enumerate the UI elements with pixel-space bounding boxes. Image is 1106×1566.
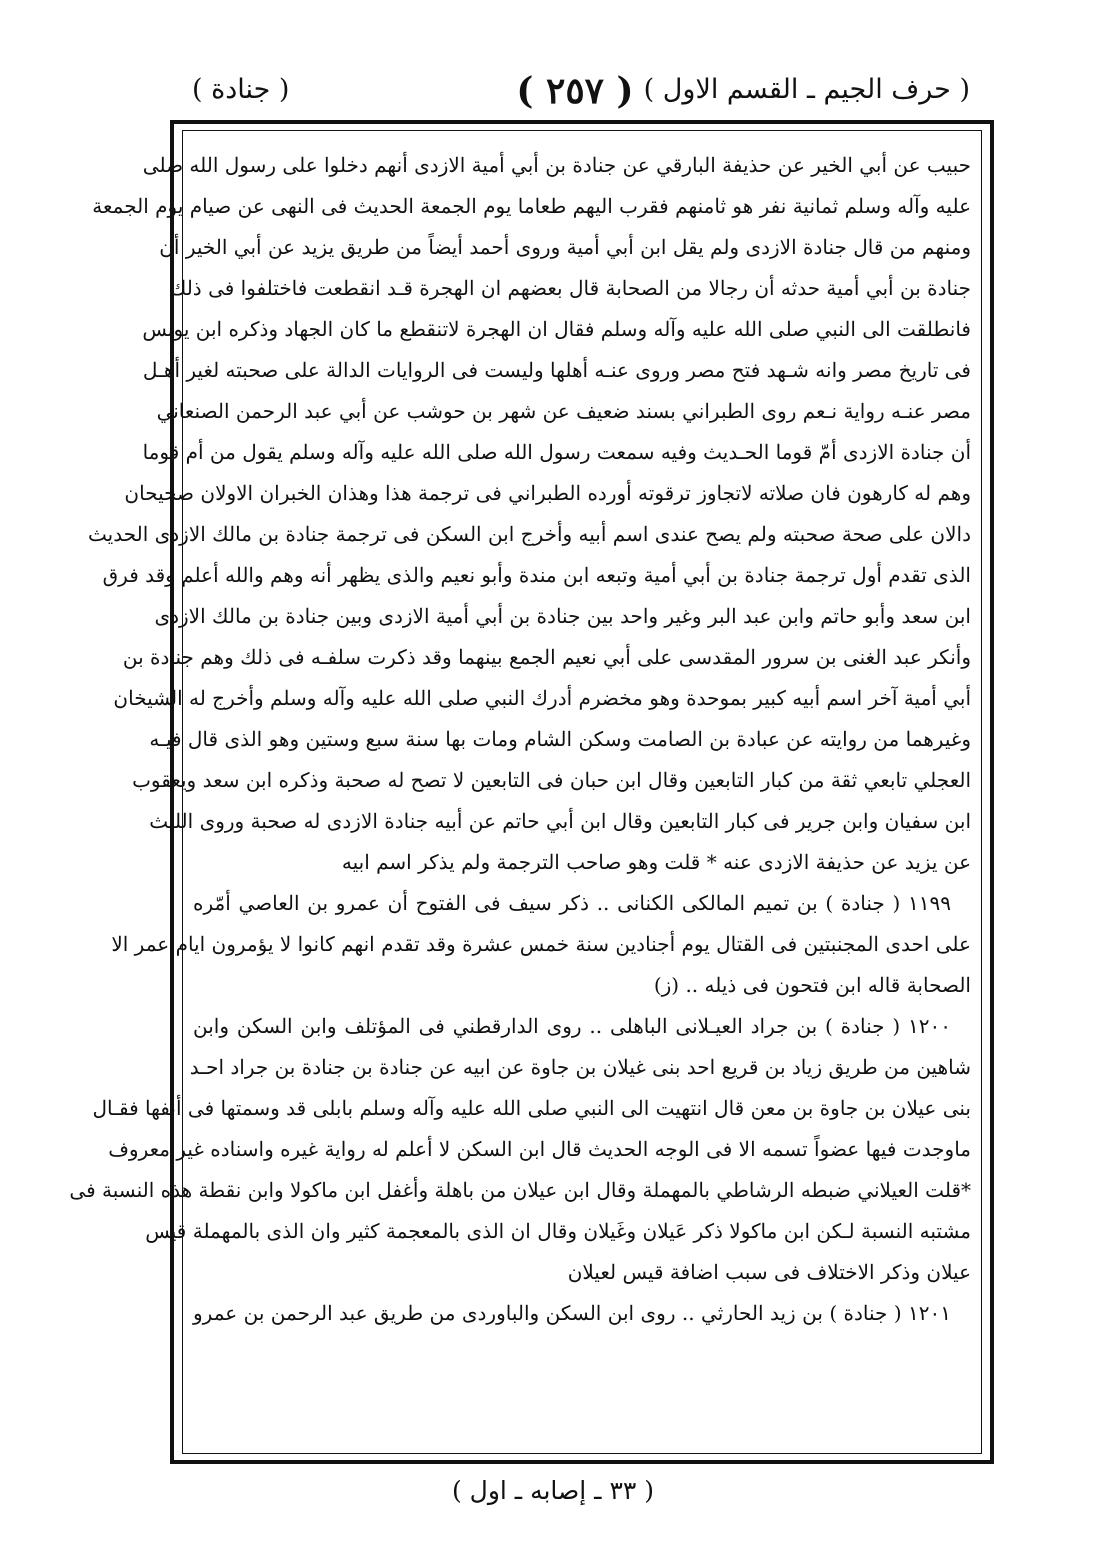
text-line: ماوجدت فيها عضواً تسمه الا فى الوجه الحديث قال ابن السكن لا أعلم له رواية غيره واسناده غير معروف [108, 1137, 971, 1161]
text-line: أن جنادة الازدى أمّ قوما الحـديث وفيه سمعت رسول الله صلى الله عليه وآله وسلم يقول من أم قوما [142, 440, 971, 464]
text-frame-inner-border [69, 130, 982, 1454]
text-frame [69, 120, 994, 1464]
entry-1200-line: ١٢٠٠ ( جنادة ) بن جراد العيـلانى الباهلى .. روى الدارقطني فى المؤتلف وابن السكن وابن [193, 1014, 951, 1038]
text-line: على احدى المجنبتين فى القتال يوم أجنادين سنة خمس عشرة وقد تقدم انهم كانوا لا يؤمرون ايام عمر الا [111, 932, 971, 956]
text-line: مصر عنـه رواية نـعم روى الطبراني بسند ضعيف عن شهر بن حوشب عن أبي عبد الرحمن الصنعاني [156, 399, 971, 423]
text-line: فى تاريخ مصر وانه شـهد فتح مصر وروى عنـه أهلها وليست فى الروايات الدالة على صحبته لغير أهـل [142, 358, 971, 382]
text-line: ابن سعد وأبو حاتم وابن عبد البر وغير واحد بين جنادة بن أبي أمية الازدى وبين جنادة بن مالك الازدى [154, 604, 971, 628]
text-line: الصحابة قاله ابن فتحون فى ذيله .. (ز) [653, 973, 971, 997]
entry-1201-line: ١٢٠١ ( جنادة ) بن زيد الحارثي .. روى ابن السكن والباوردى من طريق عبد الرحمن بن عمرو [193, 1301, 951, 1325]
text-line: وهم له كارهون فان صلاته لاتجاوز ترقوته أورده الطبراني فى ترجمة هذا وهذان الخبران الاولان صحيحان [124, 481, 971, 505]
text-line: بنى عيلان بن جاوة بن معن قال انتهيت الى النبي صلى الله عليه وآله وسلم بابلى قد وسمتها فى أنفها فقـال [92, 1096, 971, 1120]
text-line: ومنهم من قال جنادة الازدى ولم يقل ابن أبي أمية وروى أحمد أيضاً من طريق يزيد عن أبي الخير أن [159, 235, 971, 259]
text-line: عن يزيد عن حذيفة الازدى عنه * قلت وهو صاحب الترجمة ولم يذكر اسم ابيه [341, 850, 971, 874]
text-line: وغيرهما من روايته عن عبادة بن الصامت وسكن الشام ومات بها سنة سبع وستين وهو الذى قال فيـه [149, 727, 971, 751]
text-line: وأنكر عبد الغنى بن سرور المقدسى على أبي نعيم الجمع بينهما وقد ذكرت سلفـه فى ذلك وهم جنادة بن [122, 645, 971, 669]
text-line: حبيب عن أبي الخير عن حذيفة البارقي عن جنادة بن أبي أمية الازدى أنهم دخلوا على رسول الله صلى [142, 153, 971, 177]
entry-heading: ( جنادة ) [192, 74, 290, 105]
text-line: شاهين من طريق زياد بن قريع احد بنى غيلان بن جاوة عن ابيه عن جنادة بن جنادة بن جراد احـد [189, 1055, 971, 1079]
text-line: عيلان وذكر الاختلاف فى سبب اضافة قيس لعيلان [567, 1260, 971, 1284]
entry-1199-line: ١١٩٩ ( جنادة ) بن تميم المالكى الكنانى .. ذكر سيف فى الفتوح أن عمرو بن العاصي أمّره [193, 891, 951, 915]
text-line: مشتبه النسبة لـكن ابن ماكولا ذكر عَيلان وغَيلان وقال ان الذى بالمعجمة كثير وان الذى بالمهملة قيس [145, 1219, 971, 1243]
text-line: الذى تقدم أول ترجمة جنادة بن أبي أمية وتبعه ابن مندة وأبو نعيم والذى يظهر أنه وهم والله أعلم وقد فرق [102, 563, 971, 587]
page-number: ( ٢٥٧ ) [516, 70, 634, 112]
text-line: جنادة بن أبي أمية حدثه أن رجالا من الصحابة قال بعضهم ان الهجرة قـد انقطعت فاختلفوا فى ذلك [169, 276, 971, 300]
text-line: دالان على صحة صحبته ولم يصح عندى اسم أبيه وأخرج ابن السكن فى ترجمة جنادة بن مالك الازدى الحديث [87, 522, 971, 546]
text-line: فانطلقت الى النبي صلى الله عليه وآله وسلم فقال ان الهجرة لاتنقطع ما كان الجهاد وذكره ابن يونس [142, 317, 971, 341]
text-line: *قلت العيلاني ضبطه الرشاطي بالمهملة وقال ابن عيلان من باهلة وأغفل ابن ماكولا وابن نقطة هذه النسبة فى [69, 1178, 971, 1202]
page-footer: ( ٣٣ ـ إصابه ـ اول ) [451, 1476, 655, 1505]
chapter-heading: ( حرف الجيم ـ القسم الاول ) [643, 74, 970, 105]
text-line: عليه وآله وسلم ثمانية نفر هو ثامنهم فقرب اليهم طعاما يوم الجمعة الحديث فى النهى عن صيام يوم الجمعة [92, 194, 971, 218]
text-line: ابن سفيان وابن جرير فى كبار التابعين وقال ابن أبي حاتم عن أبيه جنادة الازدى له صحبة وروى الليث [149, 809, 971, 833]
text-line: أبي أمية آخر اسم أبيه كبير بموحدة وهو مخضرم أدرك النبي صلى الله عليه وآله وسلم وأخرج له الشيخان [113, 686, 971, 710]
main-text [69, 145, 971, 1334]
text-line: العجلي تابعي ثقة من كبار التابعين وقال ابن حبان فى التابعين لا تصح له صحبة وذكره ابن سعد ويعقوب [132, 768, 971, 792]
page-header [180, 70, 970, 120]
